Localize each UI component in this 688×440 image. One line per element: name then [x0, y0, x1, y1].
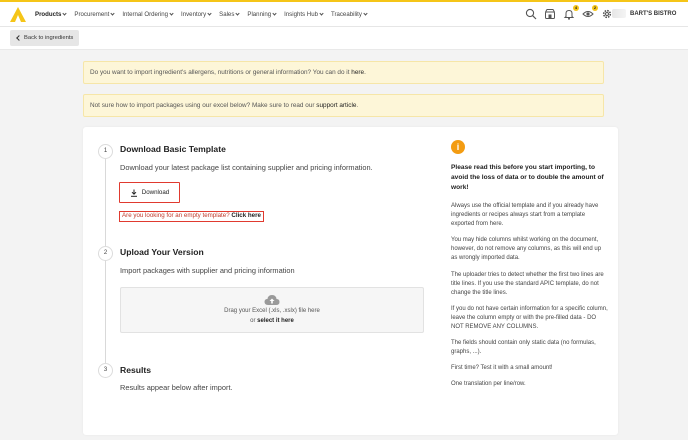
back-to-ingredients-button[interactable] [10, 30, 79, 46]
step-1-title: Download Basic Template [120, 144, 226, 154]
main-nav [35, 11, 367, 18]
search-icon[interactable] [525, 8, 537, 20]
profile-menu[interactable] [612, 9, 676, 18]
chevron-left-icon [16, 35, 22, 41]
chevron-down-icon [272, 11, 276, 15]
nav-inventory[interactable]: Inventory [181, 11, 211, 18]
step-2-number: 2 [98, 246, 113, 261]
info-heading: Please read this before you start importing, to avoid the loss of data or to double the amount of work! [451, 164, 604, 191]
store-icon[interactable] [544, 8, 556, 20]
file-dropzone[interactable] [120, 287, 424, 333]
avatar [612, 9, 626, 18]
step-1-description: Download your latest package list containing supplier and pricing information. [120, 163, 373, 172]
allergens-notice: Do you want to import ingredient's allergens, nutritions or general information? You can do it here. [83, 61, 604, 84]
nav-planning[interactable]: Planning [247, 11, 276, 18]
nav-insights-hub[interactable]: Insights Hub [284, 11, 323, 18]
chevron-down-icon [63, 11, 67, 15]
info-paragraph-2: You may hide columns whilst working on the document, however, do not remove any columns, as this will end up as wrongly imported data. [451, 237, 602, 261]
info-paragraph-7: One translation per line/row. [451, 381, 526, 387]
nav-sales[interactable]: Sales [219, 11, 239, 18]
info-paragraph-1: Always use the official template and if you already have ingredients or recipes always start from a template exported from here. [451, 203, 599, 227]
profile-name: BART'S BISTRO [630, 10, 677, 17]
empty-template-link[interactable]: Click here [231, 212, 261, 219]
support-article-link[interactable]: support article [316, 102, 357, 109]
chevron-down-icon [169, 11, 173, 15]
info-paragraph-4: If you do not have certain information for a specific column, leave the column empty or with the pre-filled data - DO NOT REMOVE ANY COLUMNS. [451, 306, 608, 330]
tasks-button[interactable] [582, 5, 597, 20]
nav-procurement[interactable]: Procurement [74, 11, 114, 18]
sub-header [0, 27, 688, 50]
nav-internal-ordering[interactable]: Internal Ordering [122, 11, 173, 18]
allergens-import-link[interactable]: here [351, 69, 365, 76]
packages-notice: Not sure how to import packages using our excel below? Make sure to read our support article. [83, 94, 604, 117]
header-actions [525, 5, 613, 20]
step-1-number: 1 [98, 144, 113, 159]
app-logo-icon[interactable] [10, 7, 26, 22]
step-3-description: Results appear below after import. [120, 383, 233, 392]
download-label: Download [141, 189, 170, 196]
top-navbar [0, 0, 688, 27]
step-3-title: Results [120, 365, 152, 375]
empty-template-prompt: Are you looking for an empty template? Click here [119, 211, 264, 222]
import-card [83, 127, 618, 435]
info-icon: i [451, 140, 465, 154]
back-button-label: Back to ingredients [24, 35, 74, 41]
dropzone-instruction: Drag your Excel (.xls, .xslx) file here [224, 308, 320, 314]
chevron-down-icon [208, 11, 212, 15]
cloud-upload-icon [264, 294, 280, 306]
step-2-title: Upload Your Version [120, 247, 204, 257]
chevron-down-icon [111, 11, 115, 15]
nav-products[interactable]: Products [35, 11, 66, 18]
notifications-badge: 4 [574, 5, 578, 10]
download-button[interactable] [119, 182, 180, 203]
select-file-link[interactable]: select it here [257, 318, 294, 324]
chevron-down-icon [236, 11, 240, 15]
dropzone-select-row: or select it here [250, 318, 294, 324]
info-paragraph-5: The fields should contain only static data (no formulas, graphs, ...). [451, 340, 596, 355]
info-paragraph-6: First time? Test it with a small amount! [451, 365, 553, 371]
nav-traceability[interactable]: Traceability [331, 11, 367, 18]
step-3-number: 3 [98, 363, 113, 378]
info-paragraph-3: The uploader tries to detect whether the first two lines are title lines. If you use the standard APIC template, do not change the title lines. [451, 272, 604, 296]
download-icon [130, 189, 138, 197]
step-2-description: Import packages with supplier and pricing information [120, 266, 295, 275]
notifications-button[interactable] [563, 5, 578, 20]
chevron-down-icon [363, 11, 367, 15]
tasks-badge: 2 [593, 5, 597, 10]
chevron-down-icon [319, 11, 323, 15]
